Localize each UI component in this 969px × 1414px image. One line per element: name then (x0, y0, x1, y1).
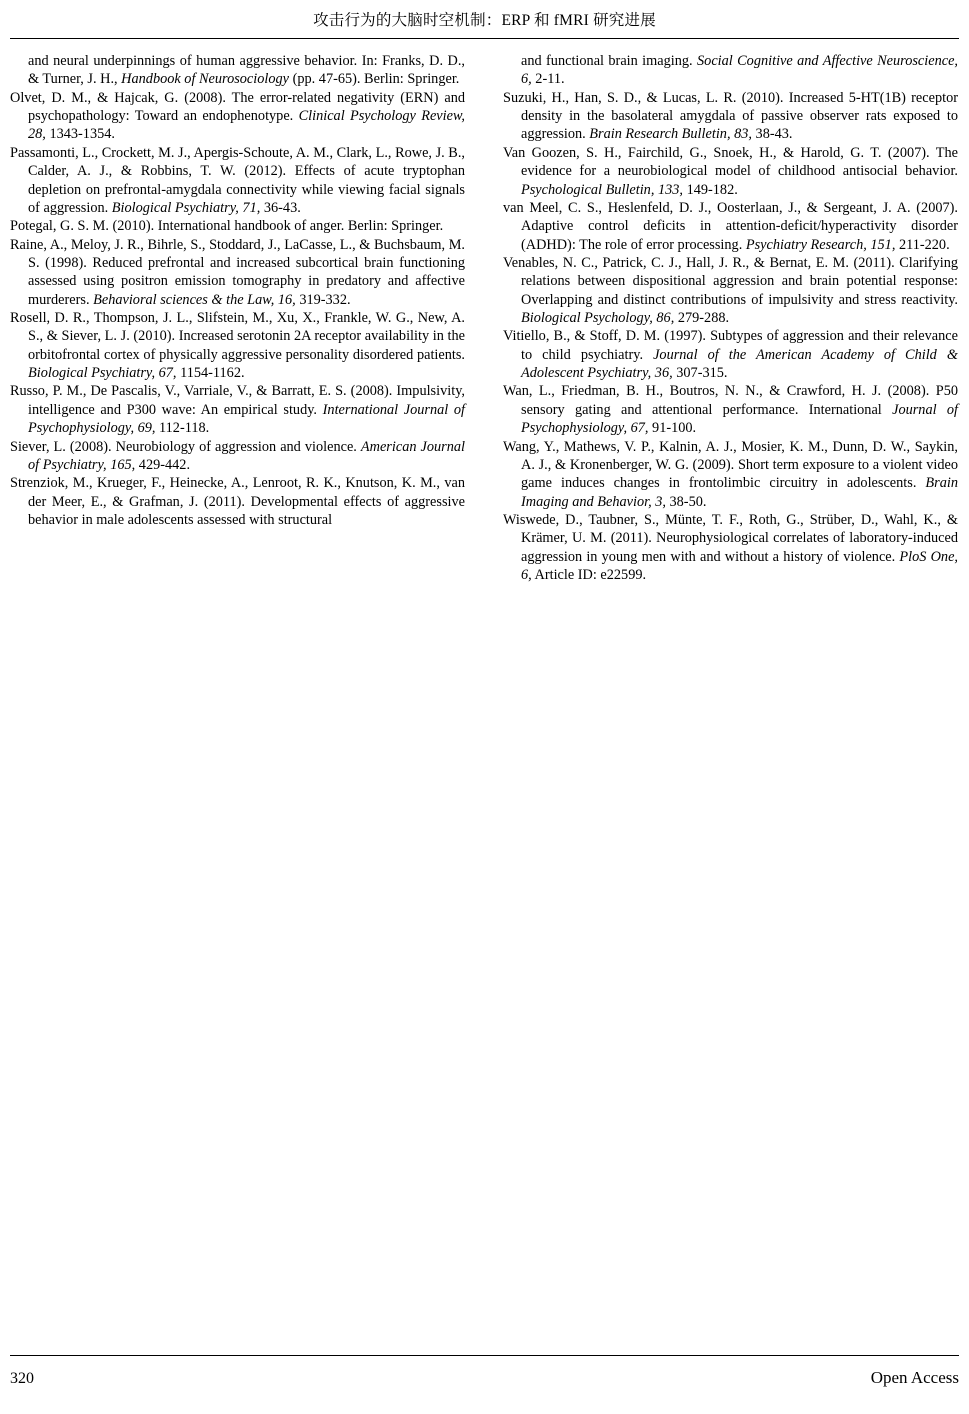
reference-text: 279-288. (674, 310, 730, 327)
reference-source-italic: Social Cognitive and Affective Neuroscience, 6, (521, 53, 958, 88)
reference-entry (10, 309, 465, 382)
reference-source-italic: Biological Psychology, 86, (521, 310, 675, 327)
page-footer (10, 1368, 959, 1388)
reference-text: Venables, N. C., Patrick, C. J., Hall, J. R., & Bernat, E. M. (2011). Clarifying relations between dispositional aggression and brain potential response: Overlapping and distinct contributions of impulsivity and stress reactivity. (503, 254, 958, 308)
reference-text: Wan, L., Friedman, B. H., Boutros, N. N., & Crawford, H. J. (2008). P50 sensory gating and attentional performance. International (503, 383, 958, 418)
reference-text: 307-315. (672, 365, 728, 382)
reference-text: 91-100. (648, 420, 697, 437)
reference-entry (503, 327, 958, 382)
reference-text: Siever, L. (2008). Neurobiology of aggression and violence. (10, 438, 361, 455)
reference-text: Article ID: e22599. (531, 567, 647, 584)
page-number: 320 (10, 1370, 34, 1387)
reference-entry (10, 474, 465, 529)
reference-entry (10, 144, 465, 217)
reference-source-italic: Clinical Psychology Review, 28, (28, 108, 466, 143)
reference-text: 149-182. (683, 181, 738, 198)
reference-text: (pp. 47-65). Berlin: Springer. (289, 71, 460, 88)
reference-entry (10, 52, 465, 89)
reference-source-italic: Handbook of Neurosociology (121, 71, 290, 88)
reference-text: 319-332. (295, 291, 351, 308)
reference-source-italic: Brain Research Bulletin, 83, (589, 126, 752, 143)
reference-entry (503, 89, 958, 144)
reference-entry (503, 52, 958, 89)
open-access-label: Open Access (870, 1368, 959, 1387)
reference-text: Strenziok, M., Krueger, F., Heinecke, A., Lenroot, R. K., Knutson, K. M., van der Meer, E., & Grafman, J. (2011). Developmental effects of aggressive behavior in male adolescents assessed with structural (10, 475, 465, 528)
reference-text: 1154-1162. (176, 365, 245, 382)
reference-text: Passamonti, L., Crockett, M. J., Apergis-Schoute, A. M., Clark, L., Rowe, J. B., Calder, A. J., & Robbins, T. W. (2012). Effects of acute tryptophan depletion on prefrontal-amygdala connectivity while viewing facial signals of aggression. (10, 144, 465, 216)
reference-text: Potegal, G. S. M. (2010). International handbook of anger. Berlin: Springer. (10, 218, 444, 235)
reference-entry (503, 199, 958, 254)
reference-text: Wang, Y., Mathews, V. P., Kalnin, A. J., Mosier, K. M., Dunn, D. W., Saykin, A. J., & Kronenberger, W. G. (2009). Short term exposure to a violent video game induces changes in frontolimbic circuitry in adolescents. (503, 438, 958, 492)
reference-entry (10, 382, 465, 437)
reference-text: 1343-1354. (45, 126, 115, 143)
left-column (10, 52, 465, 584)
footer-divider (10, 1355, 959, 1356)
reference-entry (10, 236, 465, 309)
reference-text: Wiswede, D., Taubner, S., Münte, T. F., Roth, G., Strüber, D., Wahl, K., & Krämer, U. M. (2011). Neurophysiological correlates of laboratory-induced aggression in young men with and without a history of violence. (503, 511, 958, 565)
reference-text: 38-43. (751, 126, 793, 143)
reference-source-italic: American Journal of Psychiatry, 165, (28, 438, 465, 473)
running-head: 攻击行为的大脑时空机制：ERP 和 fMRI 研究进展 (313, 12, 656, 29)
reference-text: 36-43. (260, 199, 301, 216)
reference-source-italic: Psychiatry Research, 151, (745, 236, 896, 253)
reference-entry (503, 511, 958, 584)
reference-text: and neural underpinnings of human aggressive behavior. In: Franks, D. D., & Turner, J. H., (28, 53, 465, 88)
reference-columns (10, 52, 959, 584)
reference-source-italic: Journal of the American Academy of Child & Adolescent Psychiatry, 36, (521, 346, 958, 382)
reference-entry (503, 144, 958, 199)
reference-entry (10, 89, 465, 144)
reference-source-italic: Biological Psychiatry, 67, (28, 365, 177, 382)
reference-text: Raine, A., Meloy, J. R., Bihrle, S., Stoddard, J., LaCasse, L., & Buchsbaum, M. S. (1998). Reduced prefrontal and increased subcortical brain functioning assessed using positron emission tomography in predatory and affective murderers. (10, 236, 465, 308)
reference-text: Van Goozen, S. H., Fairchild, G., Snoek, H., & Harold, G. T. (2007). The evidence for a neurobiological model of childhood antisocial behavior. (503, 144, 958, 180)
reference-text: 429-442. (135, 456, 191, 473)
reference-entry (10, 438, 465, 475)
reference-source-italic: PloS One, 6, (521, 548, 958, 584)
reference-text: 112-118. (155, 420, 210, 437)
reference-source-italic: International Journal of Psychophysiology, 69, (28, 401, 465, 437)
reference-source-italic: Psychological Bulletin, 133, (521, 181, 683, 198)
reference-source-italic: Behavioral sciences & the Law, 16, (93, 291, 296, 308)
reference-text: Rosell, D. R., Thompson, J. L., Slifstein, M., Xu, X., Frankle, W. G., New, A. S., & Siever, L. J. (2010). Increased serotonin 2A receptor availability in the orbitofrontal cortex of physically aggressive personality disordered patients. (10, 310, 465, 363)
reference-text: Suzuki, H., Han, S. D., & Lucas, L. R. (2010). Increased 5-HT(1B) receptor density in the basolateral amygdala of passive observer rats exposed to aggression. (503, 89, 958, 143)
header-divider (10, 38, 959, 39)
reference-text: 38-50. (665, 493, 707, 510)
reference-text: Olvet, D. M., & Hajcak, G. (2008). The error-related negativity (ERN) and psychopathology: Toward an endophenotype. (10, 89, 465, 125)
reference-text: van Meel, C. S., Heslenfeld, D. J., Oosterlaan, J., & Sergeant, J. A. (2007). Adaptive control deficits in attention-deficit/hyperactivity disorder (ADHD): The role of error processing. (503, 199, 958, 253)
reference-entry (503, 438, 958, 511)
reference-entry (503, 382, 958, 437)
reference-entry (503, 254, 958, 327)
right-column (503, 52, 958, 584)
reference-text: Russo, P. M., De Pascalis, V., Varriale, V., & Barratt, E. S. (2008). Impulsivity, intelligence and P300 wave: An empirical study. (10, 383, 465, 418)
reference-text: 2-11. (531, 71, 565, 88)
reference-entry (10, 217, 465, 235)
reference-text: 211-220. (895, 236, 950, 253)
reference-text: Vitiello, B., & Stoff, D. M. (1997). Subtypes of aggression and their relevance to child psychiatry. (503, 328, 958, 363)
reference-source-italic: Brain Imaging and Behavior, 3, (521, 475, 958, 510)
reference-text: and functional brain imaging. (521, 53, 698, 69)
reference-source-italic: Journal of Psychophysiology, 67, (521, 401, 958, 437)
reference-source-italic: Biological Psychiatry, 71, (111, 199, 261, 216)
